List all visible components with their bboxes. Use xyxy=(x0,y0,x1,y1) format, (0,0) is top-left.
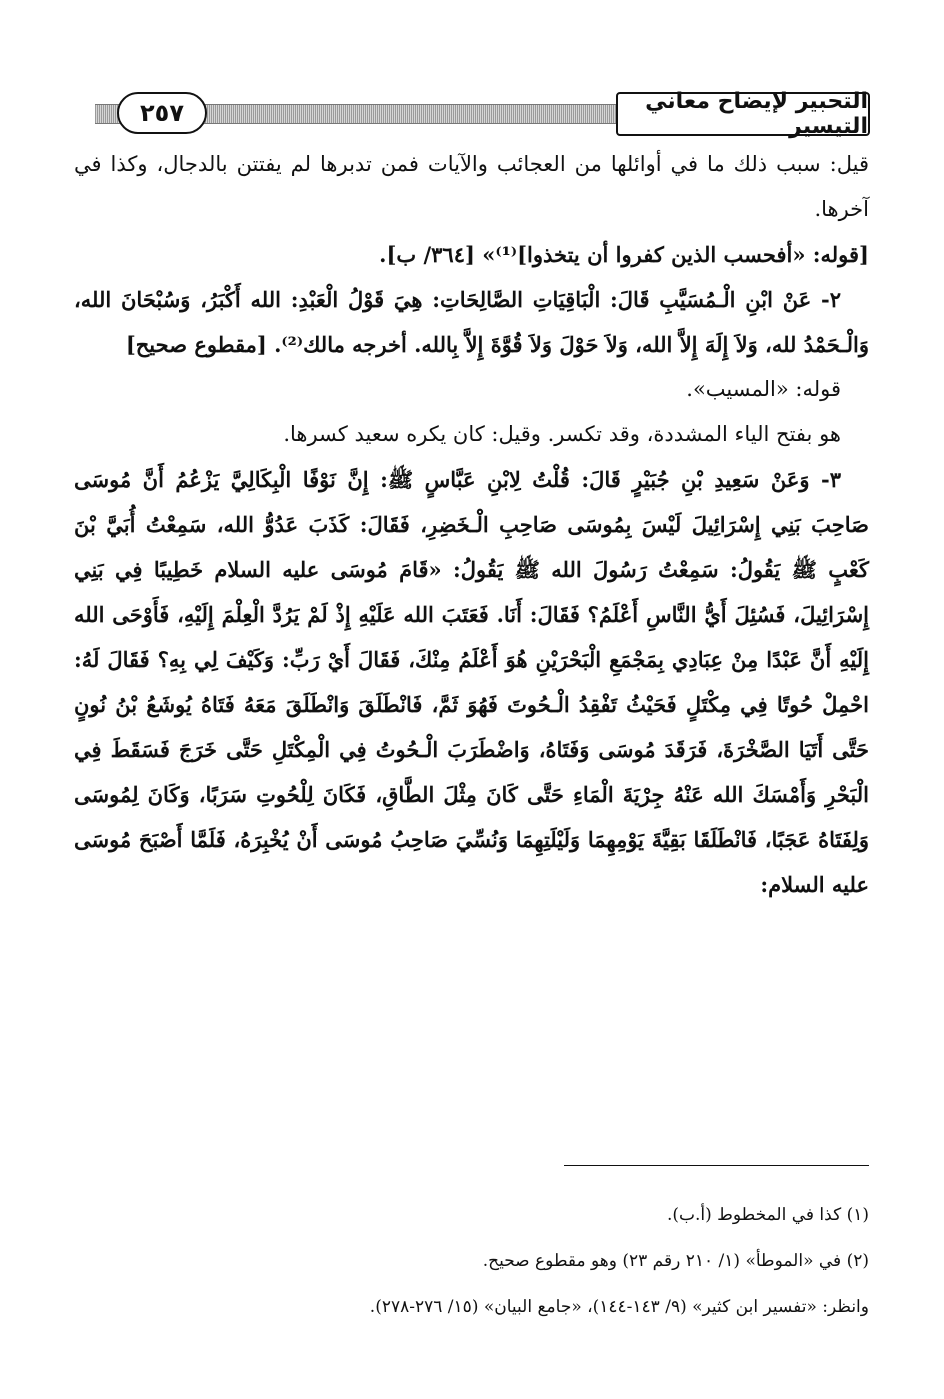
paragraph-intro: قيل: سبب ذلك ما في أوائلها من العجائب والآيات فمن تدبرها لم يفتتن بالدجال، وكذا في آخرها. xyxy=(74,152,869,221)
main-text xyxy=(74,142,869,907)
hadith-2: ٢- عَنْ ابْنِ الْـمُسَيَّبِ قَالَ: الْبَاقِيَاتِ الصَّالِحَاتِ: هِيَ قَوْلُ الْعَبْدِ: الله أَكْبَرُ، وَسُبْحَانَ الله، وَالْـحَمْدُ لله، وَلاَ إِلَهَ إِلاَّ الله، وَلاَ حَوْلَ وَلاَ قُوَّةَ إِلاَّ بِالله. أخرجه مالك⁽²⁾. [مقطوع صحيح] xyxy=(74,287,869,357)
footnote-see-also: وانظر: «تفسير ابن كثير» (٩/ ١٤٣-١٤٤)، «جامع البيان» (١٥/ ٢٧٦-٢٧٨). xyxy=(369,1297,869,1317)
running-header xyxy=(95,89,870,142)
footnote-1: (١) كذا في المخطوط (أ.ب). xyxy=(666,1205,869,1225)
paragraph-explanation: هو بفتح الياء المشددة، وقد تكسر. وقيل: كان يكره سعيد كسرها. xyxy=(283,422,841,446)
paragraph-quote-musayyab: قوله: «المسيب». xyxy=(686,377,841,401)
hadith-3: ٣- وَعَنْ سَعِيدِ بْنِ جُبَيْرٍ قَالَ: قُلْتُ لِابْنِ عَبَّاسٍ ﷺ: إِنَّ نَوْفًا الْبِكَالِيَّ يَزْعُمُ أَنَّ مُوسَى صَاحِبَ بَنِي إِسْرَائِيلَ لَيْسَ بِمُوسَى صَاحِبِ الْـخَضِرِ، فَقَالَ: كَذَبَ عَدُوُّ الله، سَمِعْتُ أُبَيَّ بْنَ كَعْبٍ ﷺ يَقُولُ: سَمِعْتُ رَسُولَ الله ﷺ يَقُولُ: «قَامَ مُوسَى عليه السلام خَطِيبًا فِي بَنِي إِسْرَائِيلَ، فَسُئِلَ أَيُّ النَّاسِ أَعْلَمُ؟ فَقَالَ: أَنَا. فَعَتَبَ الله عَلَيْهِ إِذْ لَمْ يَرُدَّ الْعِلْمَ إِلَيْهِ، فَأَوْحَى الله إِلَيْهِ أَنَّ عَبْدًا مِنْ عِبَادِي بِمَجْمَعِ الْبَحْرَيْنِ هُوَ أَعْلَمُ مِنْكَ، فَقَالَ أَيْ رَبِّ: وَكَيْفَ لِي بِهِ؟ فَقَالَ لَهُ: احْمِلْ حُوتًا فِي مِكْتَلٍ فَحَيْثُ تَفْقِدُ الْـحُوتَ فَهُوَ ثَمَّ، فَانْطَلَقَ وَانْطَلَقَ مَعَهُ فَتَاهُ يُوشَعُ بْنُ نُونٍ حَتَّى أَتَيَا الصَّخْرَةَ، فَرَقَدَ مُوسَى وَفَتَاهُ، وَاضْطَرَبَ الْـحُوتُ فِي الْمِكْتَلِ حَتَّى خَرَجَ فَسَقَطَ فِي الْبَحْرِ وَأَمْسَكَ الله عَنْهُ جِرْيَةَ الْمَاءِ حَتَّى كَانَ مِثْلَ الطَّاقِ، فَكَانَ لِلْحُوتِ سَرَبًا، وَكَانَ لِمُوسَى وَلِفَتَاهُ عَجَبًا، فَانْطَلَقَا بَقِيَّةَ يَوْمِهِمَا وَلَيْلَتِهِمَا وَنُسِّيَ صَاحِبُ مُوسَى أَنْ يُخْبِرَهُ، فَلَمَّا أَصْبَحَ مُوسَى عليه السلام: xyxy=(74,467,869,897)
footnotes xyxy=(74,1192,869,1330)
footnote-divider xyxy=(564,1165,869,1166)
footnote-2: (٢) في «الموطأ» (١/ ٢١٠ رقم ٢٣) وهو مقطوع صحيح. xyxy=(482,1251,869,1271)
paragraph-quote-heading: [قوله: «أفحسب الذين كفروا أن يتخذوا]⁽¹⁾» [٣٦٤/ ب]. xyxy=(379,242,869,267)
page-number: ٢٥٧ xyxy=(117,92,207,134)
book-title: التحبير لإيضاح معاني التيسير xyxy=(616,92,870,136)
